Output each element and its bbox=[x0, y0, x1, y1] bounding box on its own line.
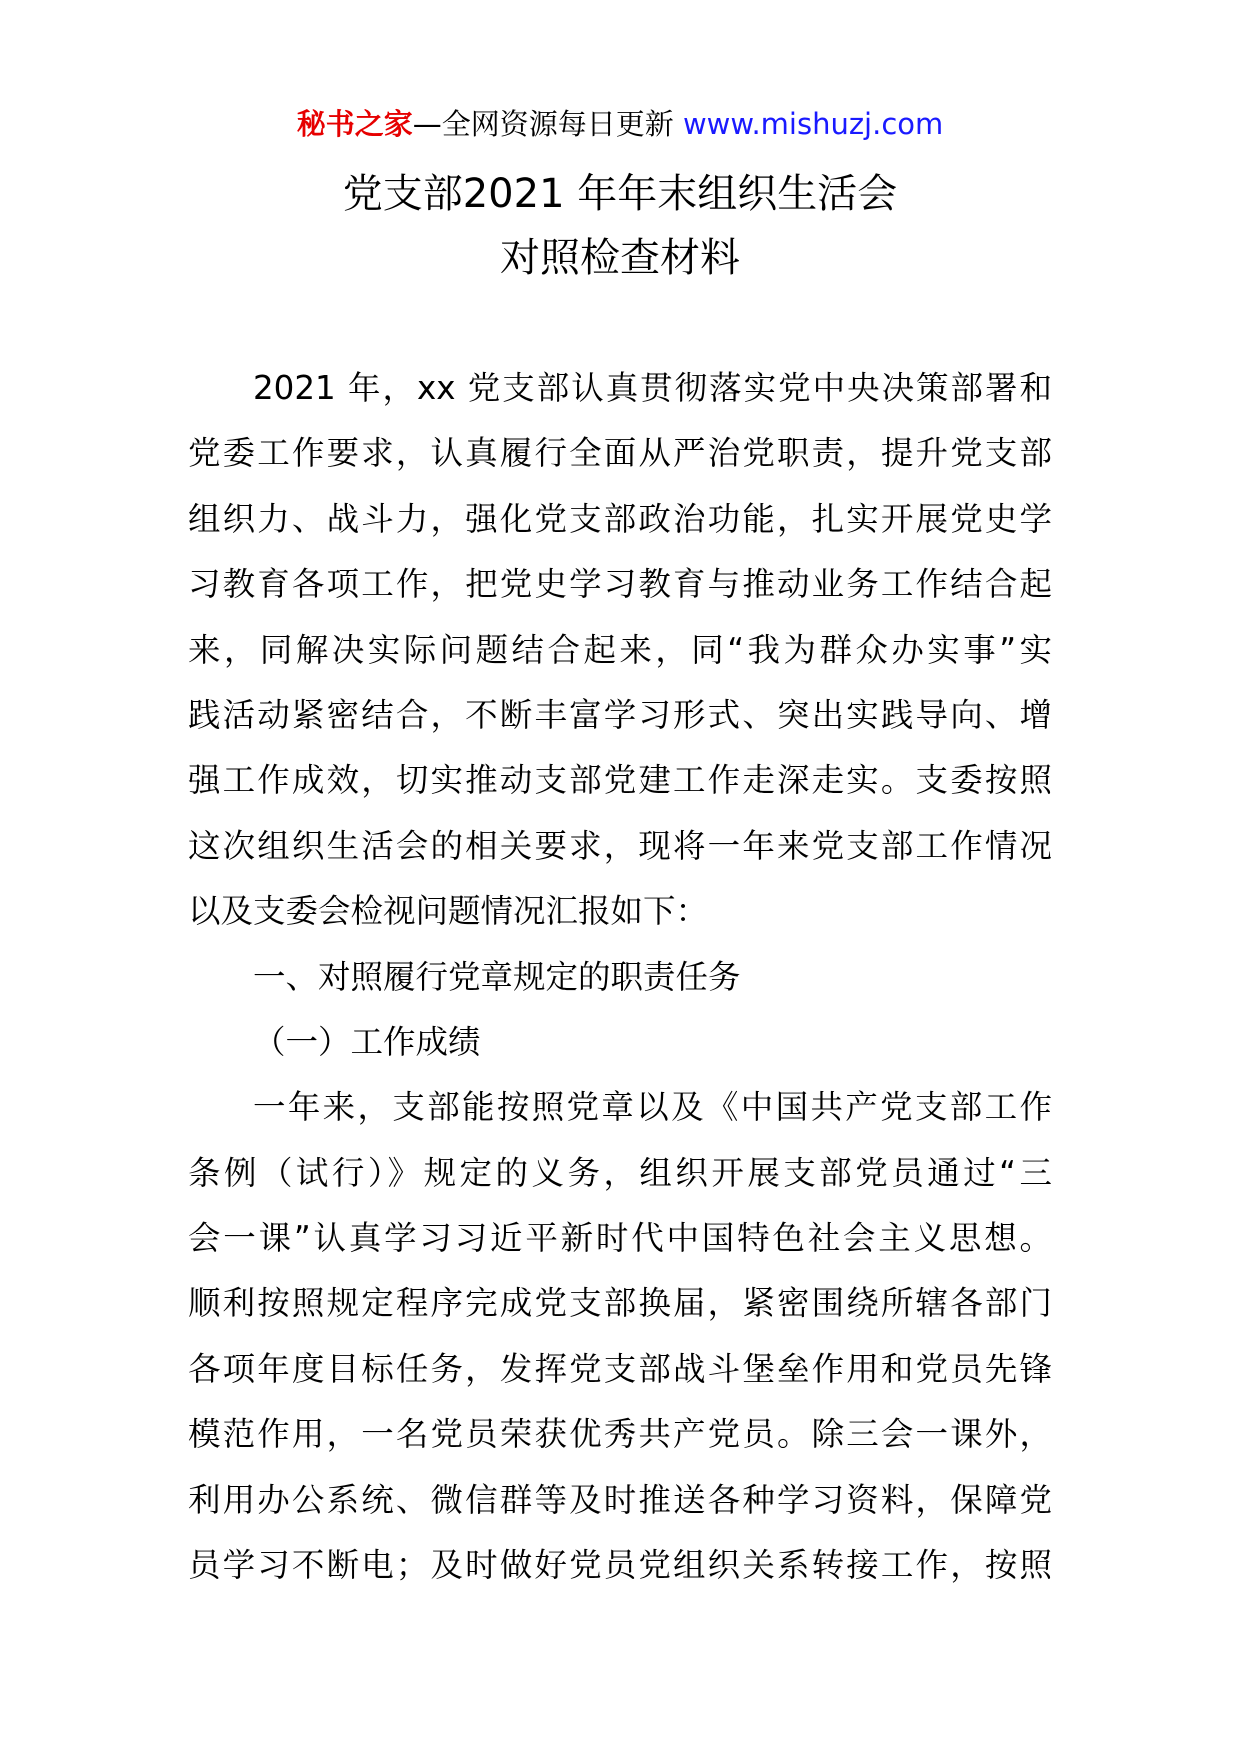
body-line: 利用办公系统、微信群等及时推送各种学习资料，保障党 bbox=[188, 1480, 1052, 1519]
site-banner bbox=[0, 104, 1240, 144]
body-line: 员学习不断电；及时做好党员党组织关系转接工作，按照 bbox=[188, 1546, 1052, 1585]
document-title-line-1: 党支部2021 年年末组织生活会 bbox=[342, 171, 898, 217]
body-line: 来，同解决实际问题结合起来，同“我为群众办实事”实 bbox=[188, 630, 1052, 669]
banner-slogan: —全网资源每日更新 bbox=[412, 107, 683, 141]
body-line: 强工作成效，切实推动支部党建工作走深走实。支委按照 bbox=[188, 761, 1052, 800]
body-line: 践活动紧密结合，不断丰富学习形式、突出实践导向、增 bbox=[188, 695, 1052, 734]
body-line: 习教育各项工作，把党史学习教育与推动业务工作结合起 bbox=[188, 565, 1052, 604]
body-line: 2021 年，xx 党支部认真贯彻落实党中央决策部署和 bbox=[253, 369, 1052, 407]
document-body bbox=[188, 356, 1052, 1598]
body-line: 各项年度目标任务，发挥党支部战斗堡垒作用和党员先锋 bbox=[188, 1349, 1052, 1388]
section-heading: 一、对照履行党章规定的职责任务 bbox=[253, 957, 741, 996]
subsection-heading: （一）工作成绩 bbox=[253, 1022, 481, 1061]
document-title-line-2: 对照检查材料 bbox=[500, 235, 740, 281]
brand-name: 秘书之家 bbox=[296, 107, 413, 141]
body-line: 这次组织生活会的相关要求，现将一年来党支部工作情况 bbox=[188, 826, 1052, 865]
body-line: 一年来，支部能按照党章以及《中国共产党支部工作 bbox=[253, 1088, 1052, 1127]
body-line: 条例（试行）》规定的义务，组织开展支部党员通过“三 bbox=[188, 1153, 1052, 1192]
body-line: 顺利按照规定程序完成党支部换届，紧密围绕所辖各部门 bbox=[188, 1284, 1052, 1323]
body-line: 组织力、战斗力，强化党支部政治功能，扎实开展党史学 bbox=[188, 499, 1052, 538]
body-line: 会一课”认真学习习近平新时代中国特色社会主义思想。 bbox=[188, 1219, 1052, 1258]
body-line: 党委工作要求，认真履行全面从严治党职责，提升党支部 bbox=[188, 434, 1052, 473]
banner-url[interactable]: www.mishuzj.com bbox=[682, 107, 944, 141]
body-line: 以及支委会检视问题情况汇报如下： bbox=[188, 892, 709, 931]
body-line: 模范作用，一名党员荣获优秀共产党员。除三会一课外， bbox=[188, 1415, 1052, 1454]
